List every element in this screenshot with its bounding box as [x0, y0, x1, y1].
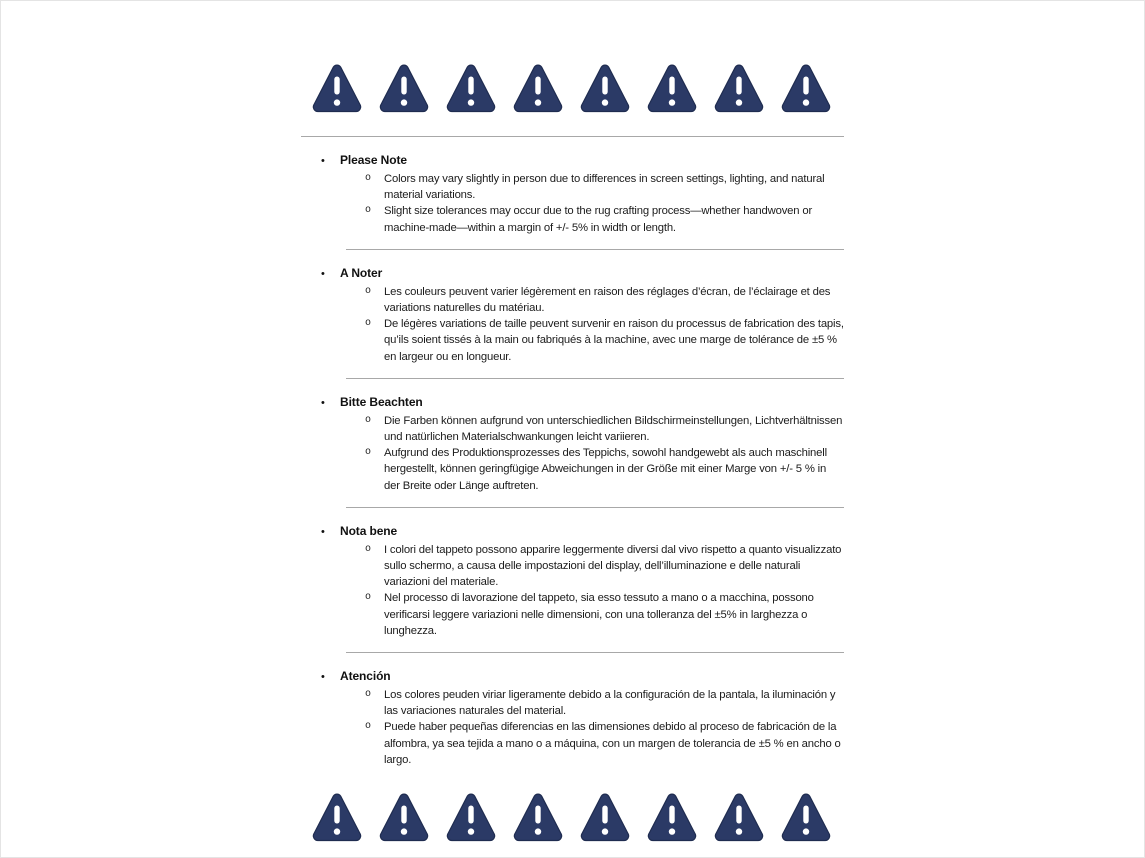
warning-icons-row-bottom: [311, 792, 832, 842]
list-item: [301, 316, 844, 365]
bullet-marker: •: [321, 671, 325, 684]
divider: [301, 136, 844, 137]
section-title-row: [301, 668, 844, 685]
list-item-text: Les couleurs peuvent varier légèrement en raison des réglages d’écran, de l’éclairage et des variations naturelles du matériau.: [384, 285, 831, 315]
list-item: [301, 413, 844, 445]
warning-triangle-icon: [378, 63, 430, 113]
divider: [346, 507, 844, 508]
bullet-marker: •: [321, 155, 325, 167]
warning-triangle-icon: [579, 792, 631, 842]
warning-triangle-icon: [646, 63, 698, 113]
list-item-text: Aufgrund des Produktionsprozesses des Teppichs, sowohl handgewebt als auch maschinell hergestellt, können geringfügige Abweichungen in der Größe mit einer Marge von +/- 5 % in der Breite oder Länge auftreten.: [384, 447, 827, 492]
sub-bullet-marker: o: [365, 414, 372, 426]
warning-triangle-icon: [311, 63, 363, 113]
divider: [346, 652, 844, 653]
section-title-row: [301, 265, 844, 282]
bullet-marker: •: [321, 525, 325, 538]
warning-triangle-icon: [445, 792, 497, 842]
warning-triangle-icon: [512, 63, 564, 113]
section-title-row: [301, 394, 844, 411]
section-en-please-note: [301, 152, 844, 236]
list-item-text: Los colores peuden viriar ligeramente debido a la configuración de la pantala, la iluminación y las variaciones naturales del material.: [384, 689, 836, 718]
sub-bullet-marker: o: [365, 689, 372, 701]
list-item-text: Puede haber pequeñas diferencias en las dimensiones debido al proceso de fabricación de la alfombra, ya sea tejida a mano o a máquina, con un margen de tolerancia de ±5 % en ancho o largo.: [384, 721, 841, 766]
section-title: Bitte Beachten: [340, 394, 423, 409]
warning-triangle-icon: [780, 792, 832, 842]
sub-bullet-marker: o: [365, 447, 372, 459]
warning-triangle-icon: [780, 63, 832, 113]
section-fr-a-noter: [301, 265, 844, 365]
sub-bullet-marker: o: [365, 205, 372, 217]
section-title: Please Note: [340, 153, 407, 167]
list-item-text: Die Farben können aufgrund von unterschiedlichen Bildschirmeinstellungen, Lichtverhältnissen und natürlichen Materialschwankungen leicht variieren.: [384, 414, 843, 444]
warning-triangle-icon: [311, 792, 363, 842]
sub-bullet-marker: o: [365, 318, 372, 330]
list-item: [301, 203, 844, 235]
list-item: [301, 542, 844, 591]
sub-bullet-marker: o: [365, 173, 372, 184]
divider: [346, 249, 844, 250]
list-item: [301, 687, 844, 719]
bullet-marker: •: [321, 396, 325, 409]
section-title: Atención: [340, 669, 391, 684]
section-es-atencion: [301, 668, 844, 768]
warning-triangle-icon: [579, 63, 631, 113]
sub-bullet-marker: o: [365, 721, 372, 733]
section-title-row: [301, 152, 844, 169]
warning-triangle-icon: [646, 792, 698, 842]
warning-icons-row-top: [311, 63, 832, 113]
section-it-nota-bene: [301, 523, 844, 639]
section-de-bitte-beachten: [301, 394, 844, 494]
section-title-row: [301, 523, 844, 540]
section-title: Nota bene: [340, 523, 398, 538]
list-item: [301, 719, 844, 768]
warning-triangle-icon: [378, 792, 430, 842]
warning-triangle-icon: [445, 63, 497, 113]
warning-triangle-icon: [713, 792, 765, 842]
section-title: A Noter: [340, 265, 383, 280]
sub-bullet-marker: o: [365, 285, 372, 297]
list-item: [301, 171, 844, 203]
sub-bullet-marker: o: [365, 592, 372, 604]
warning-triangle-icon: [713, 63, 765, 113]
list-item: [301, 284, 844, 316]
document-content: [301, 1, 844, 842]
list-item: [301, 590, 844, 639]
list-item-text: Slight size tolerances may occur due to the rug crafting process—whether handwoven or machine-made—within a margin of +/- 5% in width or length.: [384, 205, 813, 234]
list-item: [301, 445, 844, 494]
list-item-text: I colori del tappeto possono apparire leggermente diversi dal vivo rispetto a quanto visualizzato sullo schermo, a causa delle impostazioni del display, dell’illuminazione e delle naturali variazioni del materiale.: [384, 543, 842, 589]
divider: [346, 378, 844, 379]
sub-bullet-marker: o: [365, 543, 372, 555]
bullet-marker: •: [321, 267, 325, 280]
list-item-text: Colors may vary slightly in person due to differences in screen settings, lighting, and natural material variations.: [384, 173, 825, 202]
list-item-text: De légères variations de taille peuvent survenir en raison du processus de fabrication des tapis, qu’ils soient tissés à la main ou fabriqués à la machine, avec une marge de tolérance de ±5 % en largeur ou en longueur.: [384, 318, 844, 363]
list-item-text: Nel processo di lavorazione del tappeto, sia esso tessuto a mano o a macchina, possono verificarsi leggere variazioni nelle dimensioni, con una tolleranza del ±5% in larghezza o lunghezza.: [384, 592, 814, 637]
warning-triangle-icon: [512, 792, 564, 842]
